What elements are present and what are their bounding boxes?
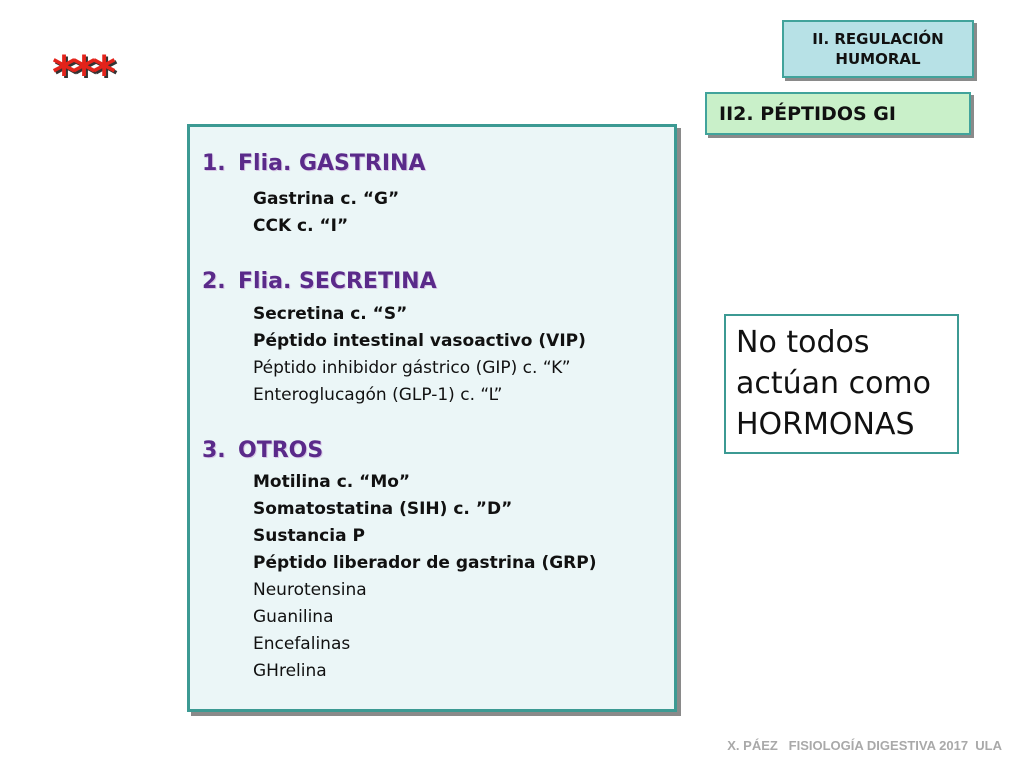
section-tag-line1: II. REGULACIÓN [812,30,944,48]
section-tag [782,20,974,78]
list-item: CCK c. “I” [253,216,349,236]
list-item: Péptido intestinal vasoactivo (VIP) [253,331,586,351]
group-title: Flia. GASTRINA [238,151,426,176]
peptide-list-panel [187,124,677,712]
section-tag-line2: HUMORAL [835,50,921,68]
note-box [724,314,959,454]
group-heading [202,438,323,463]
group-number: 3. [202,438,226,463]
stars-decoration: *** [52,46,113,100]
note-line: actúan como [736,366,932,401]
group-title: Flia. SECRETINA [238,269,437,294]
list-item: Neurotensina [253,580,367,600]
group-heading [202,151,425,176]
note-line: HORMONAS [736,407,915,442]
list-item: Gastrina c. “G” [253,189,400,209]
group-number: 2. [202,269,226,294]
list-item: Encefalinas [253,634,351,654]
group-heading [202,269,437,294]
list-item: Guanilina [253,607,334,627]
list-item: Péptido inhibidor gástrico (GIP) c. “K” [253,358,571,378]
list-item: GHrelina [253,661,327,681]
list-item: Secretina c. “S” [253,304,408,324]
footer-credit: X. PÁEZ FISIOLOGÍA DIGESTIVA 2017 ULA [727,738,1002,753]
subsection-tag: II2. PÉPTIDOS GI [705,92,971,135]
list-item: Somatostatina (SIH) c. ”D” [253,499,513,519]
group-number: 1. [202,151,226,176]
list-item: Péptido liberador de gastrina (GRP) [253,553,597,573]
list-item: Motilina c. “Mo” [253,472,411,492]
list-item: Enteroglucagón (GLP-1) c. “L” [253,385,503,405]
list-item: Sustancia P [253,526,365,546]
note-line: No todos [736,325,870,360]
group-title: OTROS [238,438,324,463]
